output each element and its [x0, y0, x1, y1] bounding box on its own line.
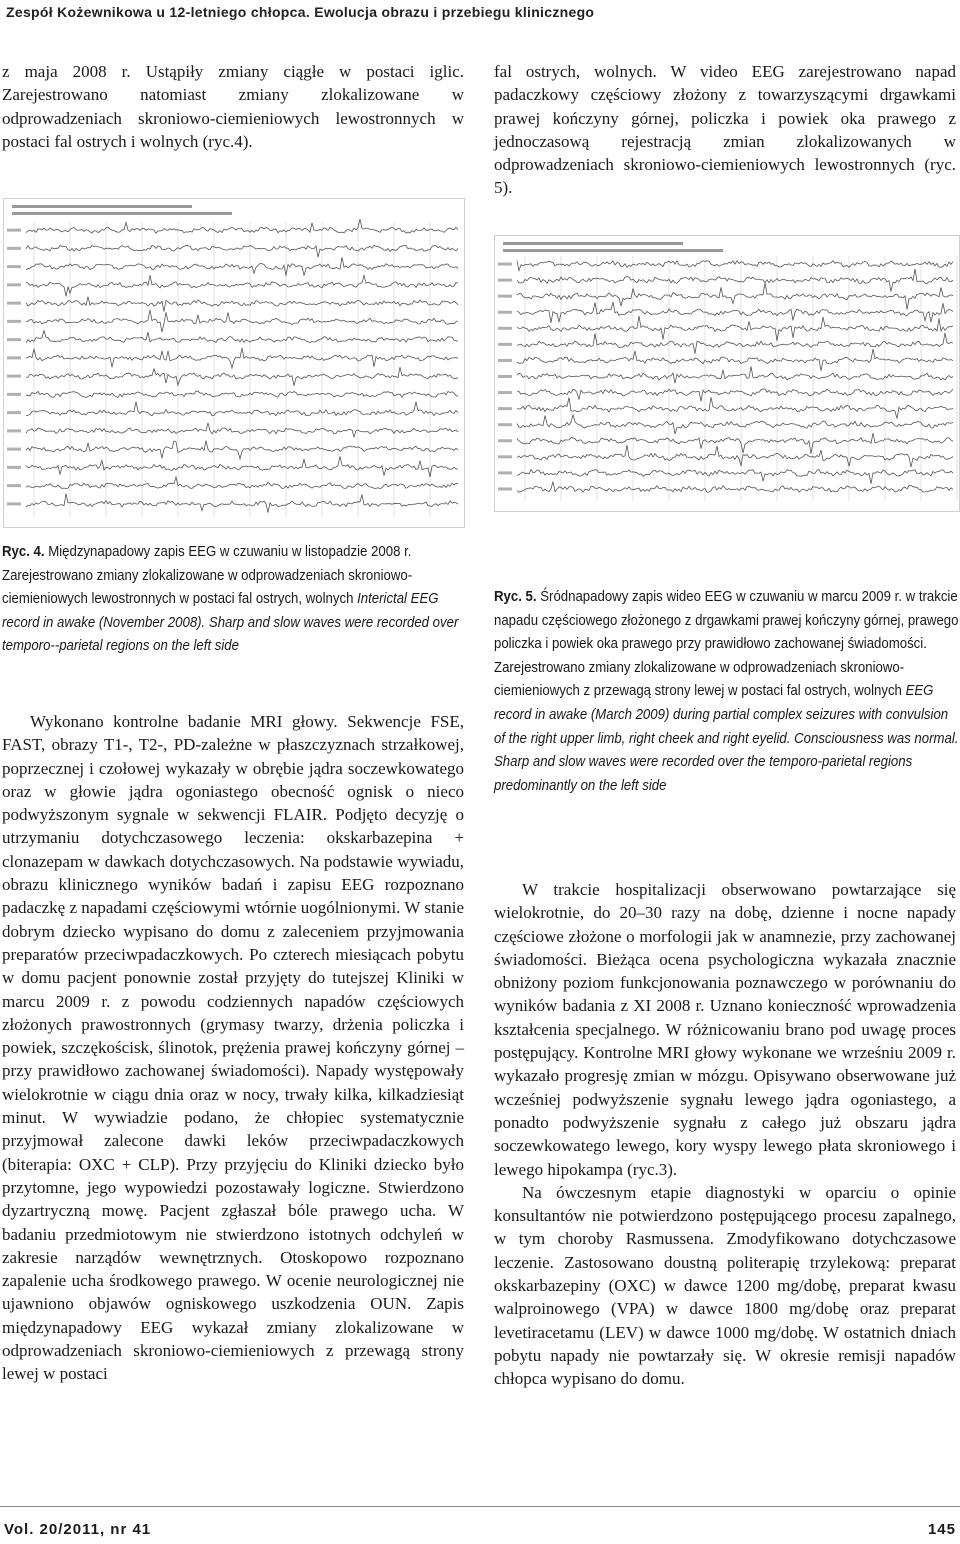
eeg-channel-label	[7, 320, 21, 323]
eeg-channel-trace	[26, 494, 458, 513]
eeg-channel-trace	[517, 397, 953, 418]
eeg-channel-label	[498, 263, 512, 266]
eeg-channel-label	[7, 448, 21, 451]
eeg-channel-label	[7, 338, 21, 341]
eeg-channel-trace	[517, 367, 953, 384]
eeg-channel-trace	[517, 302, 953, 323]
eeg-channel-trace	[517, 283, 953, 309]
figure-5-label: Ryc. 5.	[494, 588, 537, 605]
eeg-channel-label	[498, 487, 512, 490]
eeg-channel-trace	[517, 470, 953, 484]
right-body-paragraph-2: Na ówczesnym etapie diagnostyki w oparciu o opinie konsultantów nie potwierdzono postępującego procesu zapalnego, w tym choroby Rasmussena. Zmodyfikowano dotychczasowe leczenie. Zastosowano doustną politerapię trzylekową: preparat okskarbazepiny (OXC) w dawce 1200 mg/dobę, preparat kwasu walproinowego (VPA) w dawce 1800 mg/dobę oraz preparat levetiracetamu (LEV) w dawce 1000 mg/dobę. W ostatnich dniach pobytu napady nie powtarzały się. W okresie remisji napadów chłopca wypisano do domu.	[494, 1182, 956, 1389]
eeg-channel-trace	[26, 477, 458, 489]
right-body	[494, 878, 956, 1391]
figure-5-caption-en: EEG record in awake (March 2009) during partial complex seizures with convulsion of the right upper limb, right cheek and right eyelid. Consciousness was normal. Sharp and slow waves were recorded over the temporo-parietal regions predominantly on the left side	[494, 682, 959, 794]
eeg-channel-trace	[26, 348, 458, 368]
eeg-channel-label	[498, 407, 512, 410]
eeg-channel-label	[498, 311, 512, 314]
eeg-channel-trace	[26, 297, 458, 312]
figure-5-caption	[494, 585, 959, 797]
figure-4-caption	[2, 540, 464, 658]
eeg-channel-label	[498, 471, 512, 474]
eeg-channel-label	[7, 265, 21, 268]
figure-4-caption-pl: Międzynapadowy zapis EEG w czuwaniu w listopadzie 2008 r. Zarejestrowano zmiany zlokalizowane w odprowadzeniach skroniowo-ciemieniowych lewostronnych w postaci fal ostrych, wolnych	[2, 543, 413, 608]
eeg-trace-figure-4	[4, 199, 464, 527]
eeg-channel-trace	[517, 269, 953, 292]
journal-volume: Vol. 20/2011, nr 41	[4, 1521, 152, 1538]
eeg-channel-trace	[517, 389, 953, 401]
eeg-channel-trace	[517, 261, 953, 271]
page-number: 145	[927, 1521, 956, 1538]
left-body	[2, 710, 464, 1386]
eeg-channel-label	[498, 455, 512, 458]
eeg-channel-trace	[517, 433, 953, 454]
figure-4-caption-en: Interictal EEG record in awake (November 2008). Sharp and slow waves were recorded over temporo--parietal regions on the left side	[2, 590, 459, 655]
eeg-channel-label	[7, 356, 21, 359]
eeg-channel-trace	[26, 391, 458, 397]
eeg-channel-trace	[26, 367, 458, 386]
eeg-channel-label	[498, 391, 512, 394]
figure-4-eeg	[3, 198, 465, 528]
eeg-channel-label	[498, 375, 512, 378]
right-intro-paragraph: fal ostrych, wolnych. W video EEG zarejestrowano napad padaczkowy częściowy złożony z towarzyszącymi drgawkami prawej kończyny górnej, policzka i powiek oka prawego z jednoczasową rejestracją zmian zlokalizowanych w odprowadzeniach skroniowo-ciemieniowych lewostronnych (ryc. 5).	[494, 62, 956, 198]
eeg-channel-label	[498, 295, 512, 298]
eeg-channel-trace	[517, 333, 953, 354]
eeg-channel-trace	[517, 482, 953, 493]
eeg-trace-figure-5	[495, 236, 959, 511]
eeg-channel-label	[498, 343, 512, 346]
eeg-channel-label	[7, 393, 21, 396]
eeg-channel-trace	[26, 219, 458, 233]
eeg-channel-trace	[26, 423, 458, 437]
eeg-channel-label	[7, 283, 21, 286]
eeg-channel-label	[7, 502, 21, 505]
eeg-channel-trace	[26, 310, 458, 332]
figure-4-label: Ryc. 4.	[2, 543, 45, 560]
eeg-channel-trace	[26, 331, 458, 343]
eeg-channel-label	[7, 247, 21, 250]
eeg-channel-label	[498, 279, 512, 282]
eeg-header-bar	[503, 242, 683, 245]
eeg-channel-label	[498, 327, 512, 330]
running-head: Zespół Kożewnikowa u 12-letniego chłopca. Ewolucja obrazu i przebiegu klinicznego	[6, 4, 595, 20]
eeg-channel-trace	[26, 245, 458, 257]
eeg-channel-trace	[517, 349, 953, 371]
left-intro-paragraph: z maja 2008 r. Ustąpiły zmiany ciągłe w postaci iglic. Zarejestrowano natomiast zmiany zlokalizowane w odprowadzeniach skroniowo-ciemieniowych lewostronnych w postaci fal ostrych i wolnych (ryc.4).	[2, 62, 464, 151]
page-footer	[0, 1506, 960, 1544]
eeg-channel-label	[7, 466, 21, 469]
eeg-channel-trace	[26, 275, 458, 296]
eeg-channel-trace	[517, 445, 953, 467]
eeg-channel-label	[7, 411, 21, 414]
eeg-channel-trace	[26, 441, 458, 459]
eeg-channel-trace	[517, 316, 953, 341]
figure-5-caption-pl: Śródnapadowy zapis wideo EEG w czuwaniu w marcu 2009 r. w trakcie napadu częściowego złożonego z drgawkami prawej kończyny górnej, prawego policzka i powiek oka prawego przy prawidłowo zachowanej świadomości. Zarejestrowano zmiany zlokalizowane w odprowadzeniach skroniowo-ciemieniowych z przewagą strony lewej w postaci fal ostrych, wolnych	[494, 588, 959, 700]
eeg-channel-label	[7, 229, 21, 232]
eeg-channel-label	[7, 429, 21, 432]
left-column	[2, 60, 464, 153]
eeg-channel-label	[7, 375, 21, 378]
right-body-paragraph-1: W trakcie hospitalizacji obserwowano powtarzające się wielokrotnie, do 20–30 razy na dobę, dzienne i nocne napady częściowe złożone o morfologii jak w anamnezie, przy zachowanej świadomości. Bieżąca ocena psychologiczna wykazała znacznie obniżony poziom funkcjonowania poznawczego w porównaniu do wyników badania z XI 2008 r. Uznano konieczność wprowadzenia kształcenia specjalnego. W różnicowaniu brano pod uwagę proces postępujący. Kontrolne MRI głowy wykonane we wrześniu 2009 r. wykazało progresję zmian w mózgu. Opisywano obserwowane już wcześniej podwyższenie sygnału lewego jądra ogoniastego, a ponadto podwyższenie sygnału z całego już obszaru jądra soczewkowatego lewego, kory wyspy lewego płata skroniowego i lewego hipokampa (ryc.3).	[494, 880, 956, 1179]
eeg-channel-trace	[26, 402, 458, 416]
eeg-channel-trace	[26, 257, 458, 276]
eeg-channel-label	[7, 484, 21, 487]
right-column	[494, 60, 956, 200]
eeg-channel-label	[498, 423, 512, 426]
eeg-header-bar	[12, 212, 232, 215]
eeg-channel-label	[7, 302, 21, 305]
eeg-channel-trace	[517, 415, 953, 434]
eeg-channel-label	[498, 439, 512, 442]
eeg-channel-trace	[26, 456, 458, 477]
eeg-header-bar	[503, 249, 723, 252]
eeg-header-bar	[12, 205, 192, 208]
figure-5-eeg	[494, 235, 960, 512]
left-body-paragraph: Wykonano kontrolne badanie MRI głowy. Sekwencje FSE, FAST, obrazy T1-, T2-, PD-zależne w płaszczyznach strzałkowej, poprzecznej i czołowej wykazały w obrębie jądra soczewkowatego oraz w głowie jądra ogoniastego obecność ognisk o nieco podwyższonym sygnale w sekwencji FLAIR. Podjęto decyzję o utrzymaniu dotychczasowego leczenia: okskarbazepina + clonazepam w dawkach dotychczasowych. Na podstawie wywiadu, obrazu klinicznego wyników badań i zapisu EEG rozpoznano padaczkę z napadami częściowymi wtórnie uogólnionymi. W stanie dobrym dziecko wypisano do domu z zaleceniem przyjmowania preparatów przeciwpadaczkowych. Po czterech miesiącach pobytu w domu pacjent ponownie został przyjęty do tutejszej Kliniki w marcu 2009 r. z powodu codziennych napadów częściowych złożonych prawostronnych (grymasy twarzy, drżenia policzka i powiek, szczękościsk, ślinotok, prężenia prawej kończyny górnej – przy prawidłowo zachowanej świadomości). Napady występowały wielokrotnie w ciągu dnia oraz w nocy, trwały kilka, kilkadziesiąt minut. W wywiadzie podano, że chłopiec systematycznie przyjmował zalecone dawki leków przeciwpadaczkowych (biterapia: OXC + CLP). Przy przyjęciu do Kliniki dziecko było przytomne, jego wypowiedzi pozostawały logiczne. Stwierdzono dyzartryczną mowę. Pacjent zgłaszał bóle prawego ucha. W badaniu przedmiotowym nie stwierdzono istotnych odchyleń w zakresie narządów wewnętrznych. Otoskopowo rozpoznano zapalenie ucha środkowego prawego. W ocenie neurologicznej nie ujawniono objawów ogniskowego uszkodzenia OUN. Zapis międzynapadowy EEG wykazał zmiany zlokalizowane w odprowadzeniach skroniowo-ciemieniowych z przewagą strony lewej w postaci	[2, 712, 465, 1384]
eeg-channel-label	[498, 359, 512, 362]
